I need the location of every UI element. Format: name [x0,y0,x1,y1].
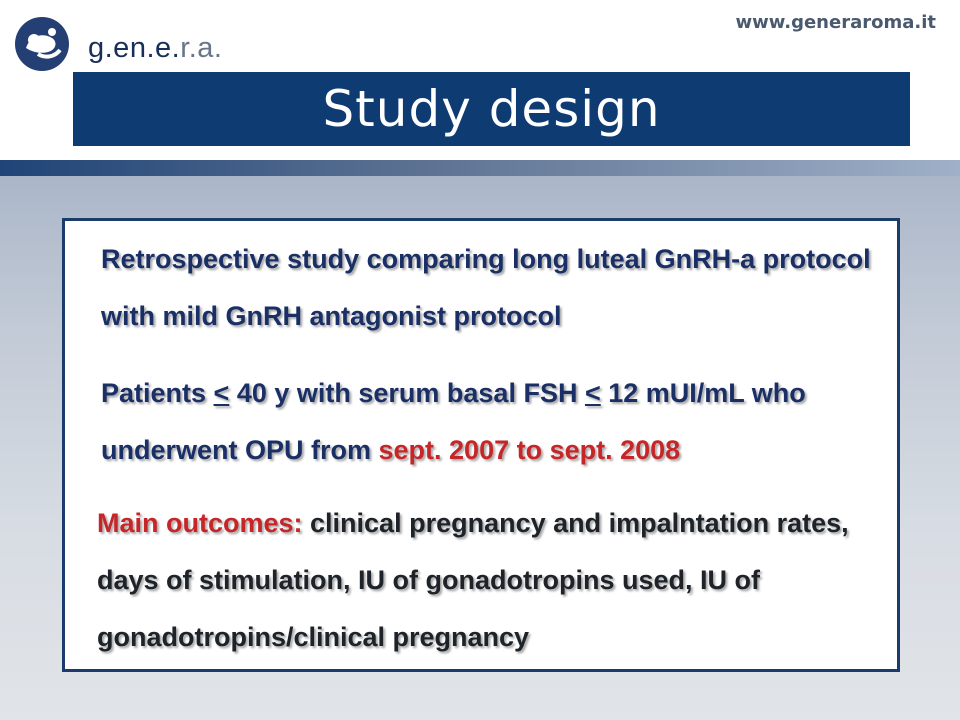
study-type-paragraph: Retrospective study comparing long luteal GnRH-a protocol with mild GnRH antagonist protocol [101,244,871,331]
header [0,0,960,160]
title-bar [73,72,910,146]
outcomes-label: Main outcomes: [97,508,311,538]
logo-text-dim: r.a. [180,32,223,64]
patients-text-c: 12 mUI/mL who underwent OPU from [101,378,806,465]
background-band-stripe [0,160,960,176]
outcomes-paragraph [97,495,897,666]
genera-logo-icon [12,14,74,72]
slide-title: Study design [322,80,661,138]
content-box [62,218,900,672]
outcomes-text: clinical pregnancy and impalntation rates, days of stimulation, IU of gonadotropins used, IU of gonadotropins/clinical pregnancy [97,508,849,652]
less-equal-symbol: < [584,378,601,408]
logo-text [88,32,223,65]
patients-text-a: Patients [101,378,214,408]
logo-text-strong: g.en.e. [88,32,181,64]
patients-text-b: 40 y with serum basal FSH [229,378,585,408]
patients-paragraph [101,365,881,479]
study-period: sept. 2007 to sept. 2008 [378,435,681,465]
less-equal-symbol: < [213,378,230,408]
logo [12,14,223,72]
website-url: www.generaroma.it [735,12,936,33]
